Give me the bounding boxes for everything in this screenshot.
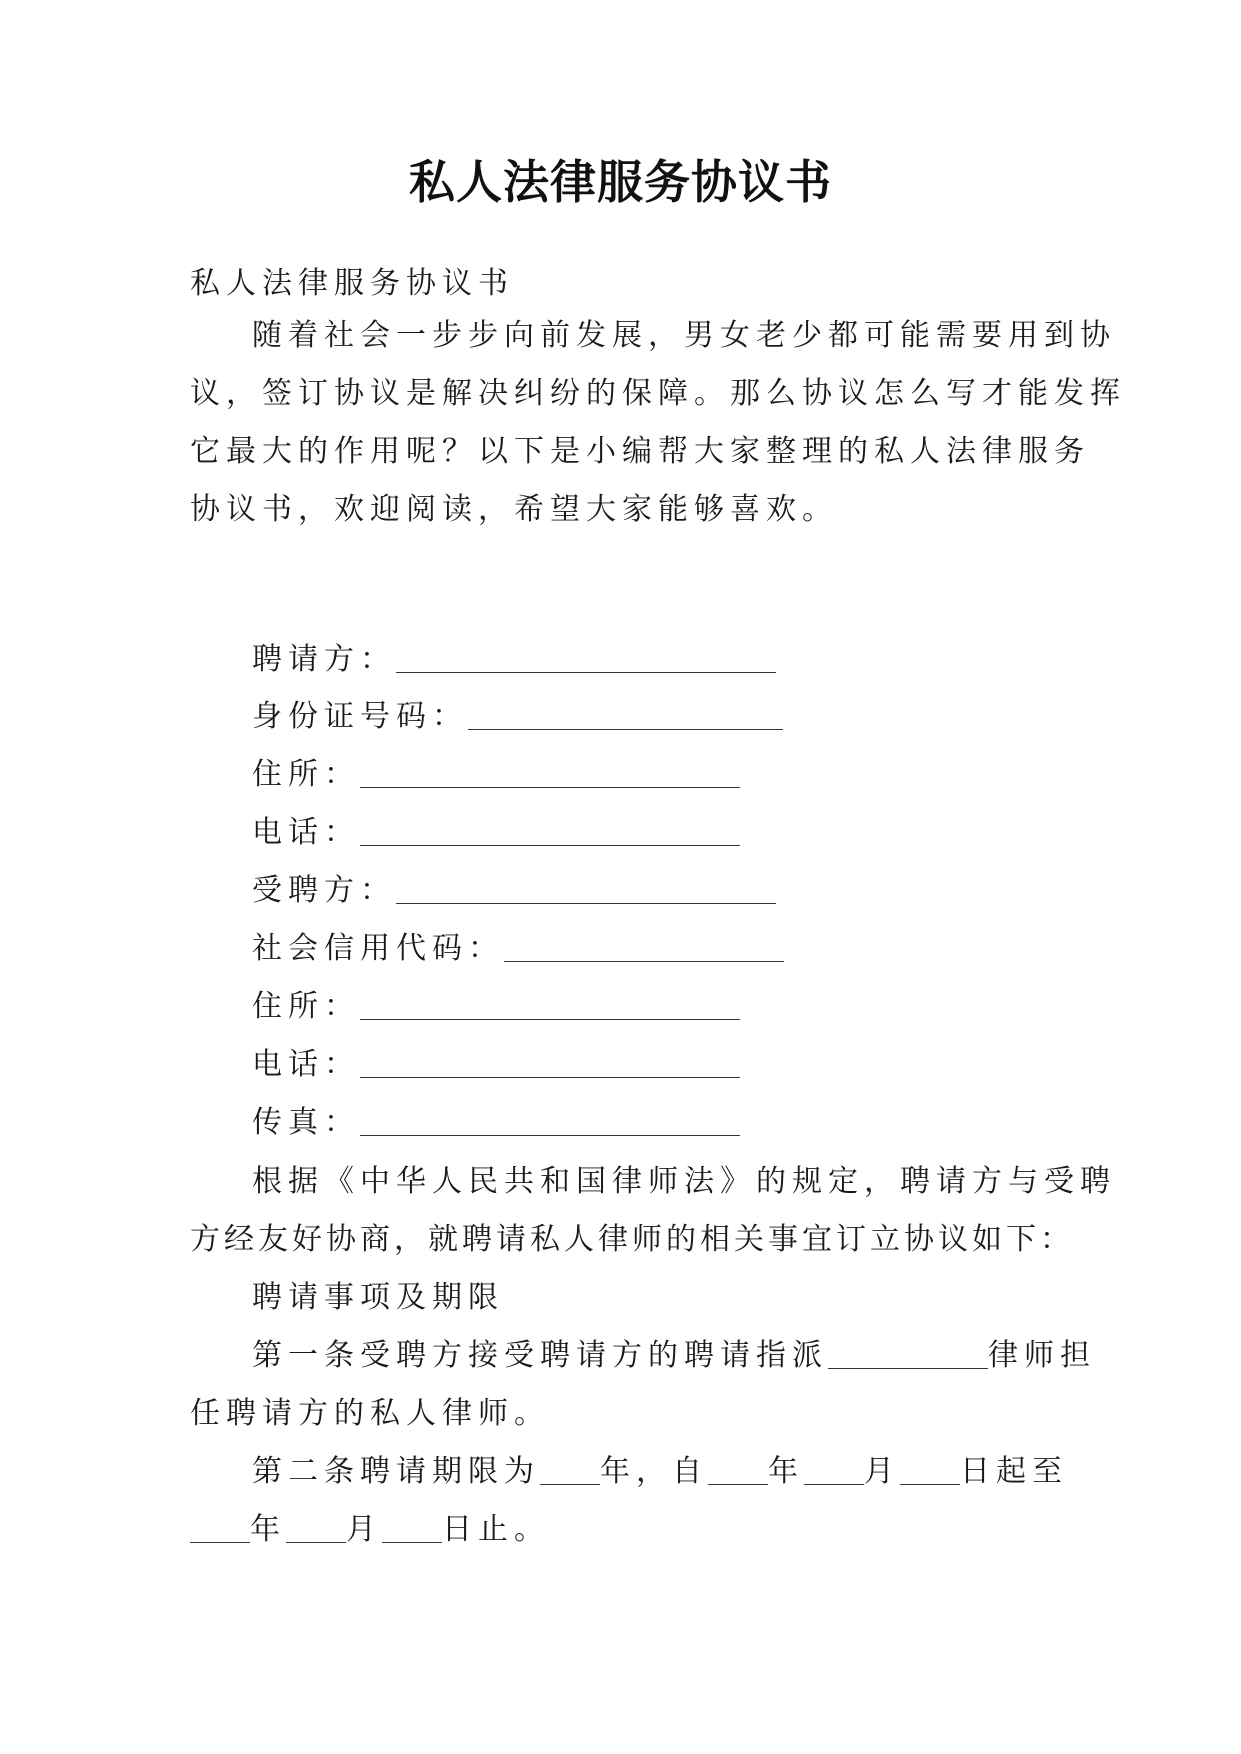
fax-field xyxy=(252,1094,740,1152)
start-month-blank[interactable] xyxy=(804,1450,864,1485)
address-label: 住所： xyxy=(252,757,360,792)
lawyer-name-blank[interactable] xyxy=(828,1334,988,1369)
credit-code-label: 社会信用代码： xyxy=(252,931,504,966)
employer-field xyxy=(252,631,776,689)
id-number-label: 身份证号码： xyxy=(252,699,468,734)
document-title: 私人法律服务协议书 xyxy=(409,155,832,209)
intro-line: 随着社会一步步向前发展，男女老少都可能需要用到协 xyxy=(252,318,1116,353)
address-field xyxy=(252,978,740,1036)
phone-blank[interactable] xyxy=(360,1043,740,1078)
article-2-text: 年 xyxy=(250,1512,286,1547)
basis-line: 根据《中华人民共和国律师法》的规定，聘请方与受聘 xyxy=(252,1164,1116,1199)
phone-field xyxy=(252,1036,740,1094)
phone-blank[interactable] xyxy=(360,811,740,846)
intro-line: 它最大的作用呢？以下是小编帮大家整理的私人法律服务 xyxy=(190,434,1090,469)
section-heading: 聘请事项及期限 xyxy=(252,1280,504,1315)
intro-line: 协议书，欢迎阅读，希望大家能够喜欢。 xyxy=(190,492,838,527)
employee-field xyxy=(252,862,776,920)
employer-blank[interactable] xyxy=(396,638,776,673)
phone-label: 电话： xyxy=(252,815,360,850)
article-2-line xyxy=(252,1443,1068,1501)
article-1-text: 第一条受聘方接受聘请方的聘请指派 xyxy=(252,1338,828,1373)
article-2-text: 第二条聘请期限为 xyxy=(252,1454,540,1489)
article-2-text: 日止。 xyxy=(442,1512,550,1547)
start-day-blank[interactable] xyxy=(900,1450,960,1485)
phone-label: 电话： xyxy=(252,1047,360,1082)
address-blank[interactable] xyxy=(360,753,740,788)
address-field xyxy=(252,746,740,804)
intro-line: 议，签订协议是解决纠纷的保障。那么协议怎么写才能发挥 xyxy=(190,376,1126,411)
credit-code-field xyxy=(252,920,784,978)
credit-code-blank[interactable] xyxy=(504,927,784,962)
employee-label: 受聘方： xyxy=(252,873,396,908)
article-1-line: 任聘请方的私人律师。 xyxy=(190,1396,550,1431)
start-year-blank[interactable] xyxy=(708,1450,768,1485)
basis-line: 方经友好协商，就聘请私人律师的相关事宜订立协议如下： xyxy=(190,1222,1074,1257)
phone-field xyxy=(252,804,740,862)
end-month-blank[interactable] xyxy=(286,1508,346,1543)
id-number-field xyxy=(252,688,783,746)
fax-blank[interactable] xyxy=(360,1101,740,1136)
article-1-line xyxy=(252,1327,1096,1385)
article-2-text: 年，自 xyxy=(600,1454,708,1489)
fax-label: 传真： xyxy=(252,1105,360,1140)
employee-blank[interactable] xyxy=(396,869,776,904)
article-1-text: 律师担 xyxy=(988,1338,1096,1373)
subtitle: 私人法律服务协议书 xyxy=(190,266,514,301)
end-day-blank[interactable] xyxy=(382,1508,442,1543)
end-year-blank[interactable] xyxy=(190,1508,250,1543)
article-2-text: 年 xyxy=(768,1454,804,1489)
article-2-line xyxy=(190,1501,550,1559)
years-blank[interactable] xyxy=(540,1450,600,1485)
article-2-text: 月 xyxy=(864,1454,900,1489)
article-2-text: 月 xyxy=(346,1512,382,1547)
address-label: 住所： xyxy=(252,989,360,1024)
address-blank[interactable] xyxy=(360,985,740,1020)
article-2-text: 日起至 xyxy=(960,1454,1068,1489)
id-number-blank[interactable] xyxy=(468,695,783,730)
employer-label: 聘请方： xyxy=(252,642,396,677)
